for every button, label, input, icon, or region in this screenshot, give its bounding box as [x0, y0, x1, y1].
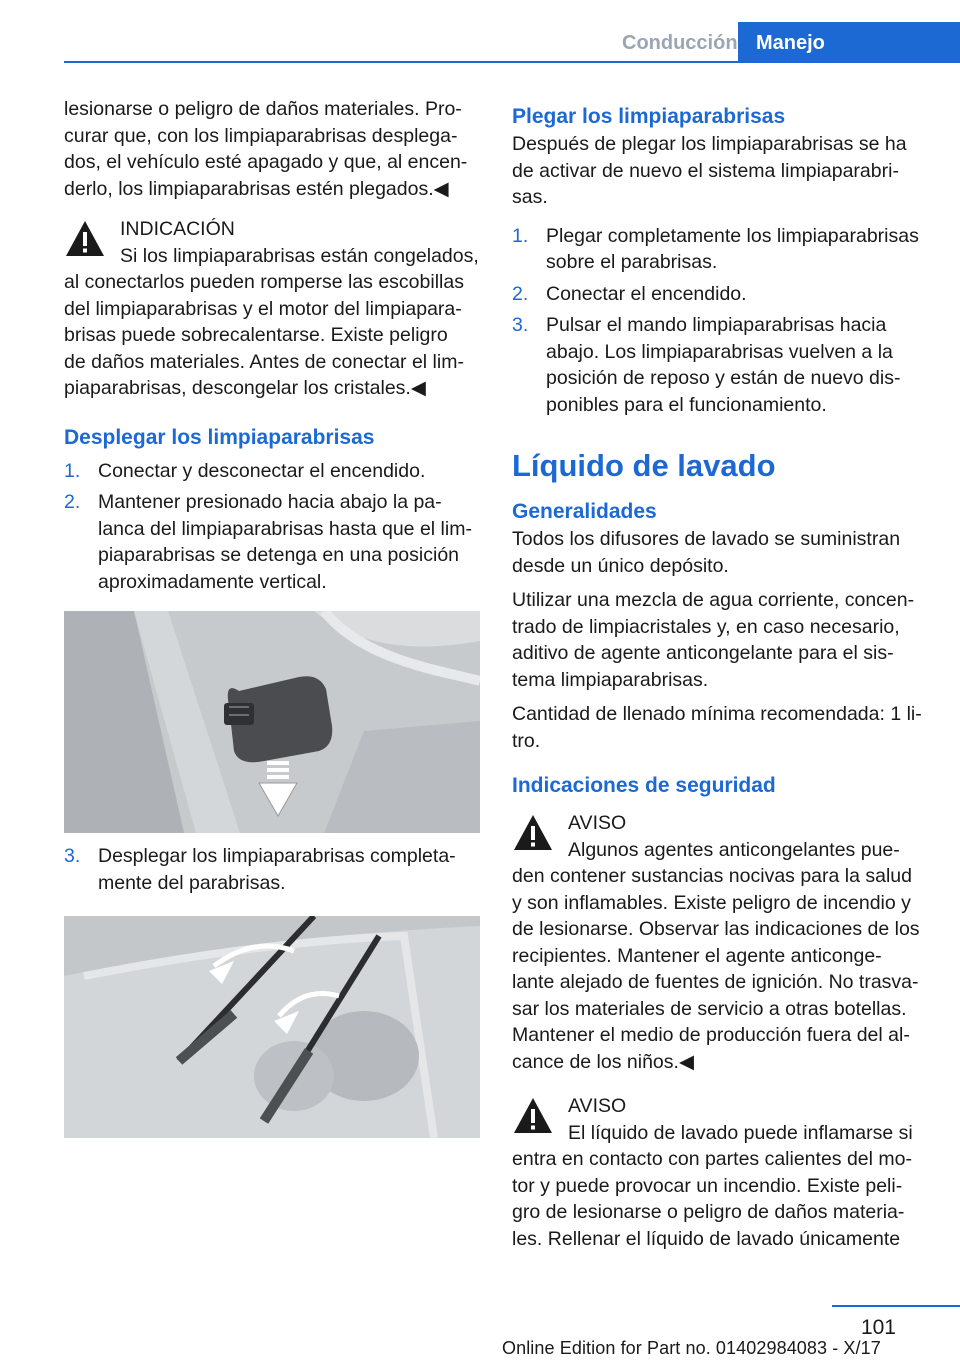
- warning-triangle-icon: [512, 812, 554, 854]
- warning-box-2: [512, 1093, 928, 1252]
- list-item: [512, 281, 928, 308]
- heading-general: Generalidades: [512, 500, 657, 523]
- fold-intro: Después de plegar los limpiaparabrisas se ha de activar de nuevo el sistema limpiaparabri- sas.: [512, 133, 907, 208]
- header-rule: [64, 61, 960, 63]
- step-text: Desplegar los limpiaparabrisas completa- mente del parabrisas.: [98, 845, 456, 894]
- warning-title: AVISO: [568, 812, 627, 834]
- step-text: Conectar el encendido.: [546, 282, 747, 305]
- heading-safety: Indicaciones de seguridad: [512, 774, 776, 797]
- general-paragraph-2: Utilizar una mezcla de agua corriente, concen- trado de limpiacristales y, en caso necesario, aditivo de agente anticongelante para el sis- tema limpiaparabrisas.: [512, 589, 915, 691]
- left-column: [64, 96, 480, 1138]
- fold-steps: [512, 223, 928, 419]
- step-text: Conectar y desconectar el encendido.: [98, 459, 426, 482]
- list-item: [64, 489, 480, 595]
- note-body: Si los limpiaparabrisas están congelados, al conectarlos pueden romperse las escobillas del limpiaparabrisas y el motor del limpiapara- brisas puede sobrecalentarse. Existe peligro de daños materiales. Antes de conectar el lim- piaparabrisas, descongelar los cristales.◀: [64, 244, 479, 399]
- step-number: 2.: [64, 491, 81, 513]
- list-item: [64, 843, 480, 896]
- general-paragraph-3: Cantidad de llenado mínima recomendada: 1 li- tro.: [512, 703, 922, 752]
- online-edition-footer: Online Edition for Part no. 01402984083 - X/17: [502, 1338, 881, 1358]
- footer-rule: [832, 1305, 960, 1307]
- warning-body: El líquido de lavado puede inflamarse si entra en contacto con partes calientes del mo- tor y puede provocar un incendio. Existe peli- gro de lesionarse o peligro de daños materia- les. Rellenar el líquido de lavado únicamente: [512, 1121, 913, 1250]
- step-text: Mantener presionado hacia abajo la pa- lanca del limpiaparabrisas hasta que el lim- piaparabrisas se detenga en una posición aproximadamente vertical.: [98, 491, 472, 593]
- step-text: Pulsar el mando limpiaparabrisas hacia abajo. Los limpiaparabrisas vuelven a la posición de reposo y están de nuevo dis- ponibles para el funcionamiento.: [546, 314, 901, 416]
- list-item: [512, 312, 928, 418]
- warning-triangle-icon: [512, 1095, 554, 1137]
- unfold-steps: [64, 458, 480, 596]
- right-column: [512, 96, 928, 1252]
- warning-box-1: [512, 810, 928, 1075]
- windshield-drawing: [64, 916, 480, 1138]
- list-item: [512, 223, 928, 276]
- wiper-lever-illustration: [64, 611, 480, 833]
- note-box: [64, 216, 480, 402]
- tab-manejo[interactable]: Manejo: [738, 22, 960, 62]
- list-item: [64, 458, 480, 485]
- step-number: 2.: [512, 282, 529, 305]
- wipers-windshield-illustration: [64, 916, 480, 1138]
- note-title: INDICACIÓN: [120, 218, 235, 240]
- heading-fold-wipers: Plegar los limpiaparabrisas: [512, 105, 786, 128]
- warning-body: Algunos agentes anticongelantes pue- den contener sustancias nocivas para la salud y son inflamables. Existe peligro de incendio y de lesionarse. Observar las indicaciones de los recipientes. Mantener el agente anticonge- lante alejado de fuentes de ignición. No trasva- sar los materiales de servicio a otras botellas. Mantener el medio de producción fuera del al- cance de los niños.◀: [512, 838, 920, 1073]
- general-paragraph-1: Todos los difusores de lavado se suministran desde un único depósito.: [512, 528, 901, 577]
- intro-paragraph: lesionarse o peligro de daños materiales. Pro- curar que, con los limpiaparabrisas desplega- dos, el vehículo esté apagado y que, al encen- derlo, los limpiaparabrisas estén plegados.◀: [64, 98, 468, 200]
- step-number: 3.: [512, 314, 529, 336]
- unfold-step-3: [64, 843, 480, 896]
- step-number: 1.: [64, 459, 81, 482]
- page-number: 101: [860, 1316, 896, 1339]
- heading-washer-fluid: Líquido de lavado: [512, 448, 776, 483]
- step-number: 3.: [64, 845, 81, 867]
- step-text: Plegar completamente los limpiaparabrisas sobre el parabrisas.: [546, 224, 919, 273]
- wiper-lever-drawing: [64, 611, 480, 833]
- step-number: 1.: [512, 224, 529, 247]
- tab-conduccion[interactable]: Conducción: [622, 32, 738, 54]
- section-tabs: [602, 22, 960, 62]
- heading-unfold-wipers: Desplegar los limpiaparabrisas: [64, 425, 375, 449]
- warning-title: AVISO: [568, 1095, 627, 1117]
- warning-triangle-icon: [64, 218, 106, 260]
